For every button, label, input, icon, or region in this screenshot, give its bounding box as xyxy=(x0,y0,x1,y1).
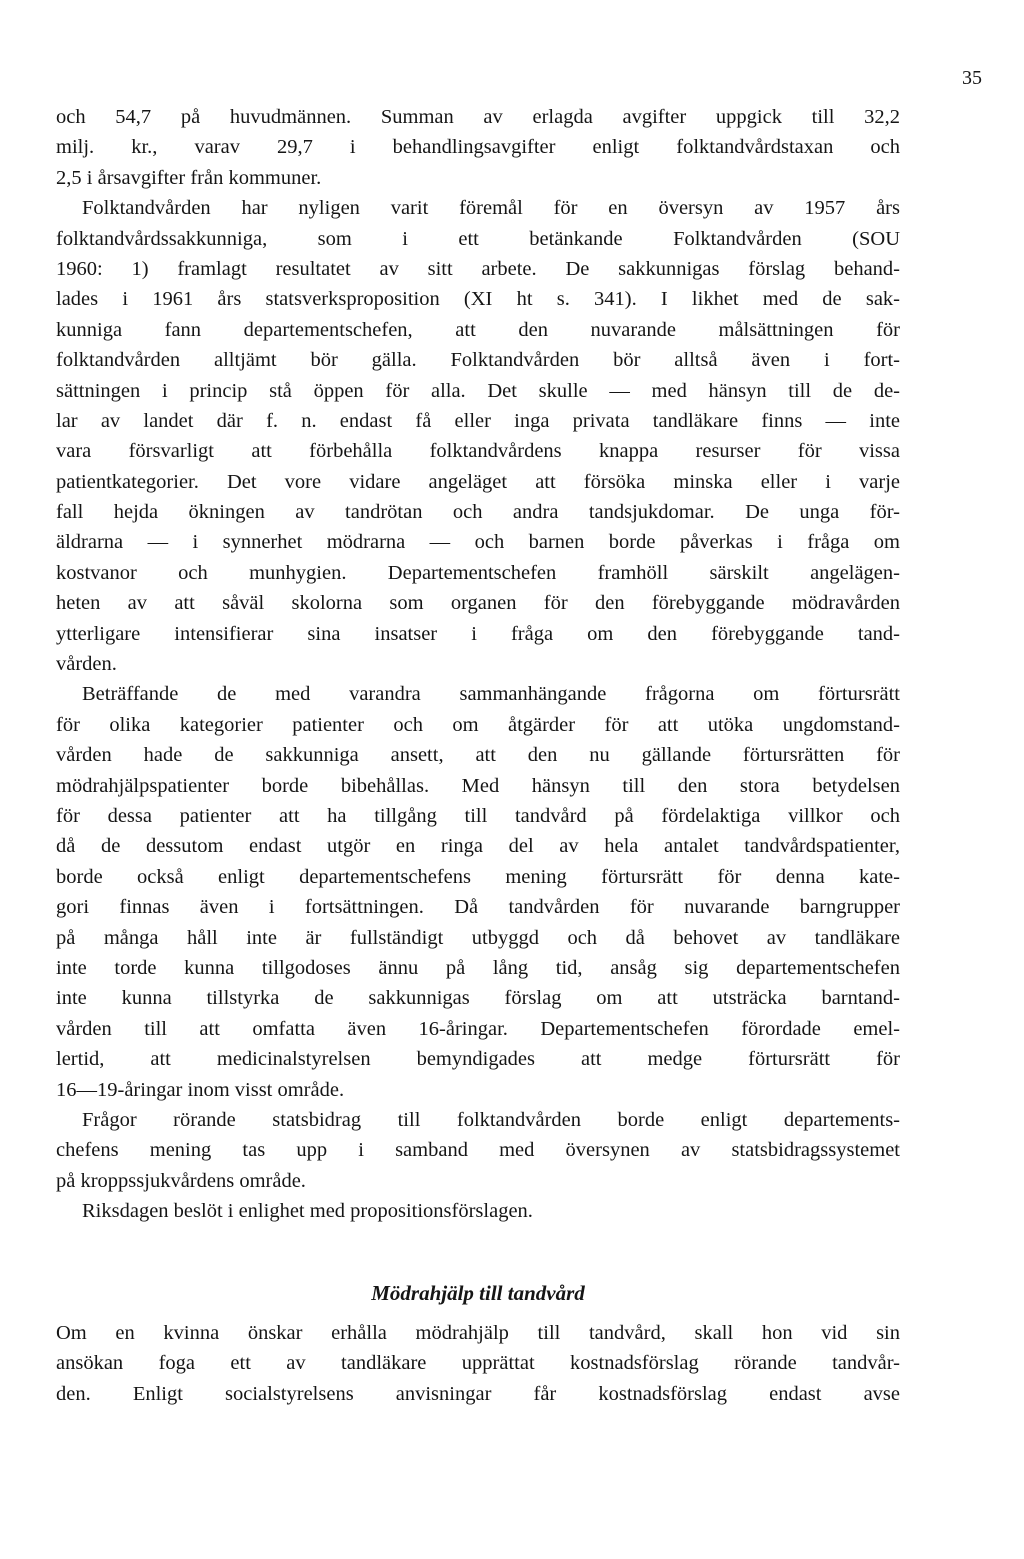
text-line: Folktandvården har nyligen varit föremål för en översyn av 1957 års xyxy=(82,197,900,220)
text-line: folktandvården alltjämt bör gälla. Folktandvården bör alltså även i fort- xyxy=(56,349,900,372)
text-line: på många håll inte är fullständigt utbyggd och då behovet av tandläkare xyxy=(56,926,900,949)
text-line: mödrahjälpspatienter borde bibehållas. Med hänsyn till den stora betydelsen xyxy=(56,774,900,797)
text-line: chefens mening tas upp i samband med översynen av statsbidragssystemet xyxy=(56,1139,900,1162)
text-line: Frågor rörande statsbidrag till folktandvården borde enligt departements- xyxy=(82,1108,900,1131)
text-line: Riksdagen beslöt i enlighet med propositionsförslagen. xyxy=(82,1200,533,1223)
text-line: ytterligare intensifierar sina insatser i fråga om den förebyggande tand- xyxy=(56,622,900,645)
body-text xyxy=(56,102,900,1226)
text-line: lertid, att medicinalstyrelsen bemyndigades att medge förtursrätt för xyxy=(56,1048,900,1071)
text-line: gori finnas även i fortsättningen. Då tandvården för nuvarande barngrupper xyxy=(56,896,900,919)
text-line: Beträffande de med varandra sammanhängande frågorna om förtursrätt xyxy=(82,683,900,706)
text-line: för dessa patienter att ha tillgång till tandvård på fördelaktiga villkor och xyxy=(56,804,900,827)
text-line: vården hade de sakkunniga ansett, att den nu gällande förtursrätten för xyxy=(56,744,900,767)
text-line: fall hejda ökningen av tandrötan och andra tandsjukdomar. De unga för- xyxy=(56,501,900,524)
text-line: vården till att omfatta även 16-åringar. Departementschefen förordade emel- xyxy=(56,1017,900,1040)
text-line: borde också enligt departementschefens mening förtursrätt för denna kate- xyxy=(56,865,900,888)
text-line: inte kunna tillstyrka de sakkunnigas förslag om att utsträcka barntand- xyxy=(56,987,900,1010)
text-line: sättningen i princip stå öppen för alla. Det skulle — med hänsyn till de de- xyxy=(56,379,900,402)
text-line: heten av att såväl skolorna som organen för den förebyggande mödravården xyxy=(56,592,900,615)
text-line: milj. kr., varav 29,7 i behandlingsavgifter enligt folktandvårdstaxan och xyxy=(56,136,900,159)
text-line: inte torde kunna tillgodoses ännu på lång tid, ansåg sig departementschefen xyxy=(56,956,900,979)
text-line: patientkategorier. Det vore vidare angeläget att försöka minska eller i varje xyxy=(56,470,900,493)
text-line: kostvanor och munhygien. Departementschefen framhöll särskilt angelägen- xyxy=(56,561,900,584)
text-line: och 54,7 på huvudmännen. Summan av erlagda avgifter uppgick till 32,2 xyxy=(56,106,900,128)
text-line: den. Enligt socialstyrelsens anvisningar får kostnadsförslag endast avse xyxy=(56,1382,900,1405)
text-line: folktandvårdssakkunniga, som i ett betänkande Folktandvården (SOU xyxy=(56,227,900,250)
text-line: lades i 1961 års statsverksproposition (XI ht s. 341). I likhet med de sak- xyxy=(56,288,900,311)
text-line: vara försvarligt att förbehålla folktandvårdens knappa resurser för vissa xyxy=(56,440,900,463)
text-line: lar av landet där f. n. endast få eller inga privata tandläkare finns — inte xyxy=(56,409,900,432)
page-number: 35 xyxy=(962,67,982,89)
text-line: för olika kategorier patienter och om åtgärder för att utöka ungdomstand- xyxy=(56,713,900,736)
text-line: 16—19-åringar inom visst område. xyxy=(56,1078,345,1101)
text-line: ansökan foga ett av tandläkare upprättat kostnadsförslag rörande tandvår- xyxy=(56,1352,900,1375)
text-line: vården. xyxy=(56,653,117,676)
section-text xyxy=(56,1318,900,1409)
text-line: 1960: 1) framlagt resultatet av sitt arbete. De sakkunnigas förslag behand- xyxy=(56,257,900,280)
text-line: då de dessutom endast utgör en ringa del av hela antalet tandvårdspatienter, xyxy=(56,835,900,858)
text-line: kunniga fann departementschefen, att den nuvarande målsättningen för xyxy=(56,318,900,341)
text-line: på kroppssjukvårdens område. xyxy=(56,1169,306,1192)
text-line: äldrarna — i synnerhet mödrarna — och barnen borde påverkas i fråga om xyxy=(56,531,900,554)
text-line: 2,5 i årsavgifter från kommuner. xyxy=(56,166,322,189)
section-heading: Mödrahjälp till tandvård xyxy=(371,1281,585,1305)
text-line: Om en kvinna önskar erhålla mödrahjälp till tandvård, skall hon vid sin xyxy=(56,1322,900,1344)
